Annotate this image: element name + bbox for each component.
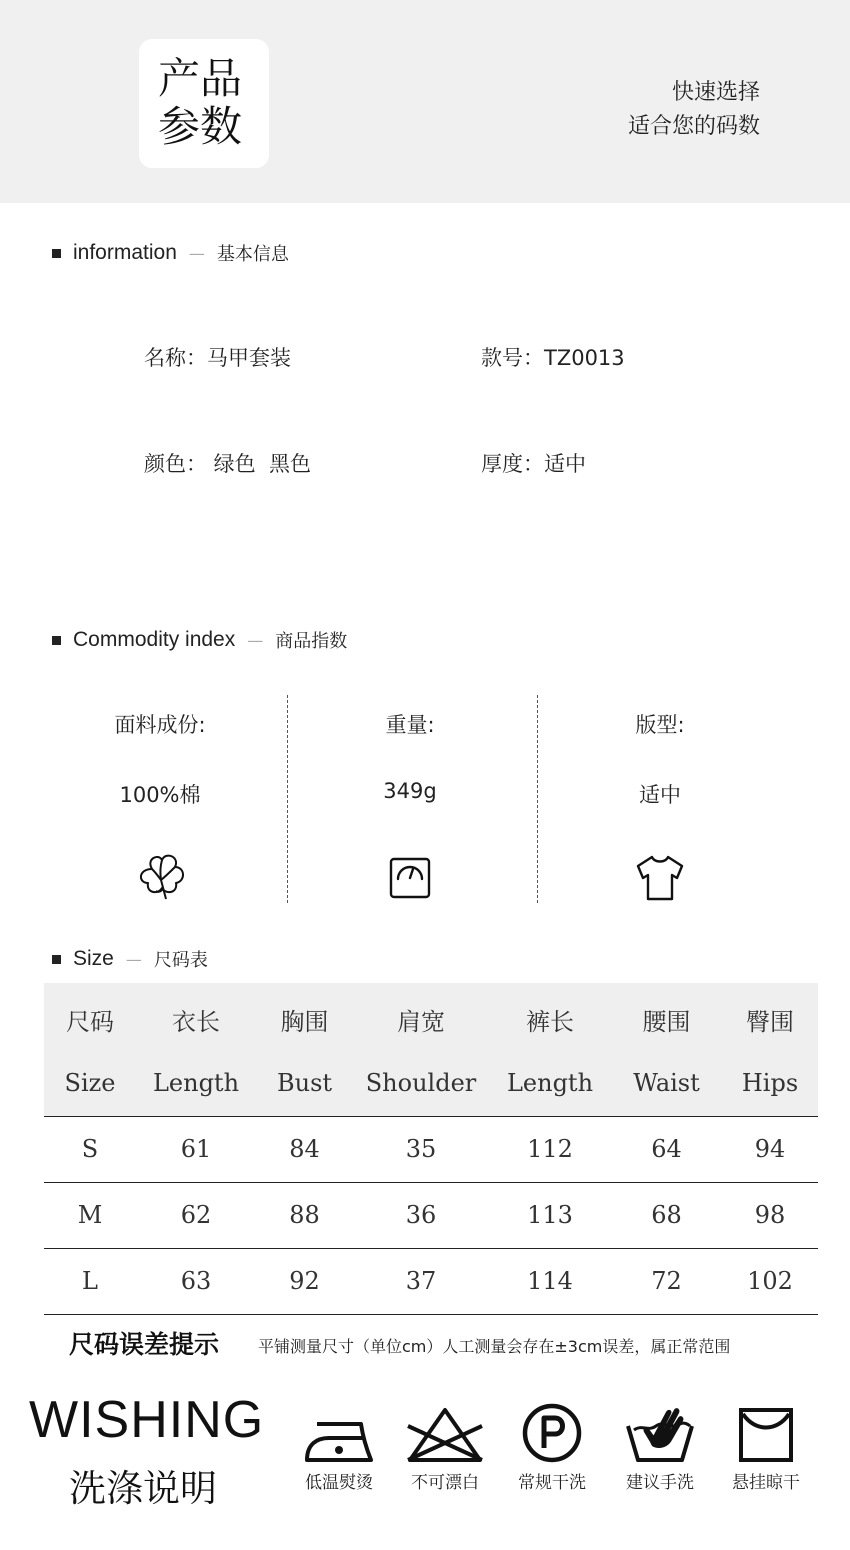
table-cell: 114	[489, 1248, 611, 1314]
table-cell: 92	[256, 1248, 353, 1314]
table-cell: 64	[611, 1116, 722, 1182]
column-header: 裤长	[489, 983, 611, 1050]
table-cell: 68	[611, 1182, 722, 1248]
section-dash: —	[125, 949, 142, 969]
column-header: 尺码	[44, 983, 136, 1050]
table-cell: L	[44, 1248, 136, 1314]
column-header: Bust	[256, 1050, 353, 1116]
table-cell: 37	[353, 1248, 489, 1314]
section-heading-size	[52, 946, 208, 972]
care-item-line-dry	[716, 1402, 816, 1493]
commodity-fabric-value: 100%棉	[119, 783, 201, 807]
size-tolerance-title: 尺码误差提示	[69, 1330, 220, 1359]
table-cell: S	[44, 1116, 136, 1182]
table-cell: 113	[489, 1182, 611, 1248]
header-title-line1: 产品	[158, 54, 243, 103]
size-tolerance-text: 平铺测量尺寸（单位cm）人工测量会存在±3cm误差，属正常范围	[258, 1337, 731, 1356]
washing-title-en: WISHING	[29, 1391, 265, 1449]
table-cell: 112	[489, 1116, 611, 1182]
column-header: Shoulder	[353, 1050, 489, 1116]
care-label: 悬挂晾干	[732, 1473, 800, 1493]
section-title-zh: 商品指数	[275, 631, 348, 652]
tshirt-icon	[630, 847, 690, 907]
bullet-square	[52, 955, 61, 964]
care-item-dry-clean	[502, 1402, 602, 1493]
table-row	[44, 1116, 818, 1182]
section-heading-information	[52, 240, 289, 266]
info-style-number: 款号：TZ0013	[481, 346, 625, 370]
commodity-weight	[285, 695, 535, 903]
table-cell: 102	[722, 1248, 818, 1314]
line-dry-icon	[735, 1402, 797, 1464]
info-thickness: 厚度：适中	[481, 452, 586, 476]
header-subtitle-line1: 快速选择	[671, 80, 760, 105]
section-dash: —	[188, 243, 205, 263]
column-header: Length	[136, 1050, 256, 1116]
section-heading-commodity	[52, 627, 347, 653]
table-cell: 94	[722, 1116, 818, 1182]
care-label: 建议手洗	[626, 1473, 694, 1493]
table-row	[44, 1182, 818, 1248]
care-item-hand-wash	[610, 1402, 710, 1493]
info-color: 颜色： 绿色 黑色	[144, 452, 312, 476]
care-item-no-bleach	[395, 1402, 495, 1493]
column-header: Waist	[611, 1050, 722, 1116]
column-header: Size	[44, 1050, 136, 1116]
column-header: Hips	[722, 1050, 818, 1116]
hand-wash-icon	[622, 1402, 698, 1464]
no-bleach-icon	[400, 1402, 490, 1464]
table-cell: M	[44, 1182, 136, 1248]
commodity-fit-value: 适中	[639, 783, 681, 807]
header-title-line2: 参数	[158, 102, 243, 151]
header-banner	[0, 0, 850, 203]
table-cell: 61	[136, 1116, 256, 1182]
care-label: 常规干洗	[518, 1473, 586, 1493]
bullet-square	[52, 249, 61, 258]
care-label: 不可漂白	[411, 1473, 479, 1493]
washing-title-zh: 洗涤说明	[69, 1467, 217, 1510]
table-cell: 88	[256, 1182, 353, 1248]
table-header-row-en	[44, 1050, 818, 1116]
section-title-zh: 基本信息	[216, 244, 289, 265]
header-title-card	[139, 39, 269, 168]
dry-clean-icon	[519, 1402, 585, 1464]
iron-low-temp-icon	[299, 1402, 379, 1464]
commodity-fabric-label: 面料成份:	[114, 713, 206, 737]
care-item-iron	[289, 1402, 389, 1493]
table-cell: 98	[722, 1182, 818, 1248]
commodity-fit-label: 版型:	[635, 713, 685, 737]
bullet-square	[52, 636, 61, 645]
table-cell: 72	[611, 1248, 722, 1314]
table-cell: 36	[353, 1182, 489, 1248]
commodity-weight-label: 重量:	[385, 713, 435, 737]
header-title	[158, 55, 242, 151]
scale-icon	[380, 847, 440, 907]
table-cell: 84	[256, 1116, 353, 1182]
commodity-fit	[535, 695, 785, 903]
header-subtitle-line2: 适合您的码数	[627, 114, 760, 139]
column-header: 肩宽	[353, 983, 489, 1050]
commodity-fabric	[35, 695, 285, 903]
section-title-zh: 尺码表	[153, 950, 208, 971]
column-header: 腰围	[611, 983, 722, 1050]
column-header: 臀围	[722, 983, 818, 1050]
table-cell: 62	[136, 1182, 256, 1248]
commodity-weight-value: 349g	[383, 779, 437, 803]
info-name: 名称：马甲套装	[144, 346, 291, 370]
section-title-en: Commodity index	[73, 628, 236, 651]
table-header-row-zh	[44, 983, 818, 1050]
table-cell: 63	[136, 1248, 256, 1314]
care-label: 低温熨烫	[305, 1473, 373, 1493]
section-dash: —	[247, 630, 264, 650]
section-title-en: information	[73, 241, 177, 264]
size-chart-table	[44, 983, 818, 1315]
header-subtitle	[628, 76, 760, 144]
column-header: 衣长	[136, 983, 256, 1050]
section-title-en: Size	[73, 947, 114, 970]
column-header: Length	[489, 1050, 611, 1116]
table-cell: 35	[353, 1116, 489, 1182]
cotton-icon	[130, 847, 190, 907]
table-row	[44, 1248, 818, 1314]
column-header: 胸围	[256, 983, 353, 1050]
